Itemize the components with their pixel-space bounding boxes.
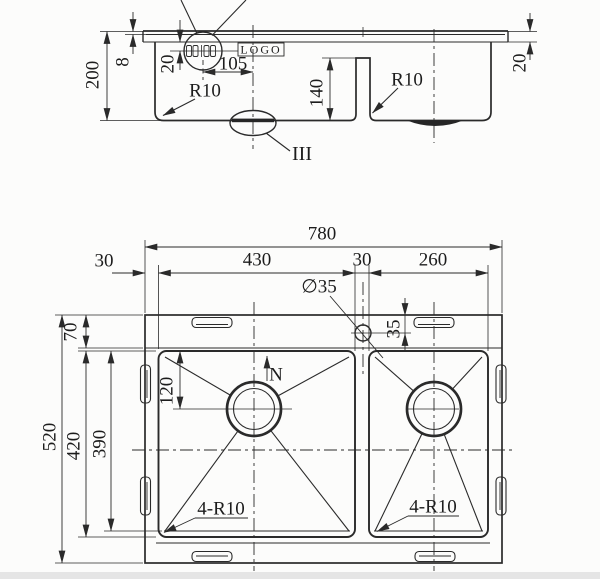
direction-mark-n xyxy=(267,356,283,386)
dim-390-label: 390 xyxy=(89,429,111,459)
dim-35-label: 35 xyxy=(383,319,405,339)
scan-artifact-band xyxy=(0,572,600,579)
dim-20-right xyxy=(508,13,537,73)
dim-30-mid xyxy=(353,250,372,274)
left-bowl xyxy=(156,351,356,537)
faucet-hole xyxy=(301,277,411,359)
dim-430 xyxy=(159,250,356,274)
dim-20-left xyxy=(158,20,181,74)
dim-140-label: 140 xyxy=(306,78,328,108)
dim-200-label: 200 xyxy=(82,60,104,90)
dim-780-label: 780 xyxy=(307,223,337,245)
clip-right-upper xyxy=(496,365,506,403)
dim-420-label: 420 xyxy=(63,431,85,461)
dim-35-offset xyxy=(384,298,406,351)
dim-30-mid-label: 30 xyxy=(352,249,372,271)
dim-780 xyxy=(145,224,502,314)
clip-top-left xyxy=(192,318,232,328)
left-drain-plan xyxy=(173,382,292,436)
mounting-clips xyxy=(141,318,507,562)
dim-390 xyxy=(90,351,163,531)
dim-105-label: 105 xyxy=(218,53,248,75)
clip-bottom-left xyxy=(192,552,232,562)
dim-row-top xyxy=(95,250,489,352)
dim-520-label: 520 xyxy=(39,422,61,452)
dim-8-label: 8 xyxy=(112,57,134,67)
side-view xyxy=(83,0,538,165)
dim-30-left-label: 30 xyxy=(94,250,114,272)
detail-leader-line xyxy=(181,0,197,34)
dim-70 xyxy=(61,315,144,348)
dim-200 xyxy=(83,32,161,121)
left-drain-detail-balloon xyxy=(230,111,312,166)
radius-r10-left xyxy=(163,81,221,116)
r10-left-label: R10 xyxy=(189,80,221,102)
hole-dia-label: ∅35 xyxy=(301,276,337,298)
dim-70-label: 70 xyxy=(60,322,82,342)
r4-r10-right-label: 4-R10 xyxy=(409,496,457,518)
dim-140 xyxy=(307,58,357,121)
dim-120-label: 120 xyxy=(156,376,178,406)
dim-20-right-label: 20 xyxy=(509,53,531,73)
dim-430-label: 430 xyxy=(242,249,272,271)
dim-20-left-label: 20 xyxy=(157,54,179,74)
logo-text: LOGO xyxy=(240,42,282,57)
plan-view xyxy=(40,224,517,572)
clip-bottom-right xyxy=(415,552,455,562)
right-drain xyxy=(407,121,463,127)
sink-outer-rim xyxy=(145,315,502,563)
r4-r10-left-label: 4-R10 xyxy=(197,498,245,520)
detail-iii-label: III xyxy=(292,143,312,165)
clip-right-lower xyxy=(496,477,506,515)
dim-30-left xyxy=(95,251,146,274)
hole-dia-leader xyxy=(330,296,383,358)
dim-105 xyxy=(203,54,253,75)
r10-right-label: R10 xyxy=(391,69,423,91)
dim-260-label: 260 xyxy=(418,249,448,271)
n-label: N xyxy=(269,364,283,386)
radius-r10-right xyxy=(373,70,423,114)
dim-120 xyxy=(157,351,181,409)
dim-260 xyxy=(369,250,488,274)
